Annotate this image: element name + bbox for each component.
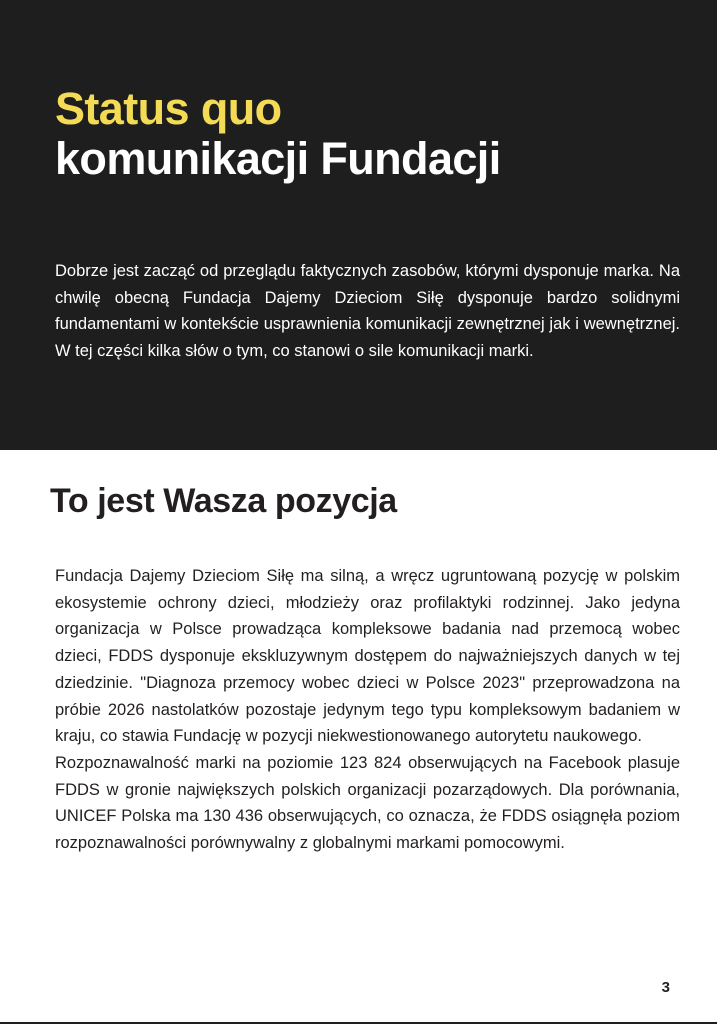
page-title-line-2: komunikacji Fundacji (55, 133, 501, 185)
content-light-section (0, 450, 717, 1024)
body-paragraph-1: Fundacja Dajemy Dzieciom Siłę ma silną, a wręcz ugruntowaną pozycję w polskim ekosystemie ochrony dzieci, młodzieży oraz profilaktyki rodzinnej. Jako jedyna organizacja w Polsce prowadząca kompleksowe badania nad przemocą wobec dzieci, FDDS dysponuje ekskluzywnym dostępem do najważniejszych danych w tej dziedzinie. "Diagnoza przemocy wobec dzieci w Polsce 2023" przeprowadzona na próbie 2026 nastolatków pozostaje jedynym tego typu kompleksowym badaniem w kraju, co stawia Fundację w pozycji niekwestionowanego autorytetu naukowego. (55, 567, 680, 746)
page-title-line-1: Status quo (55, 83, 282, 134)
body-paragraph-2: Rozpoznawalność marki na poziomie 123 824 obserwujących na Facebook plasuje FDDS w gronie największych polskich organizacji pozarządowych. Dla porównania, UNICEF Polska ma 130 436 obserwujących, co oznacza, że FDDS osiągnęła poziom rozpoznawalności porównywalny z globalnymi markami pomocowymi. (55, 754, 680, 853)
hero-dark-section (0, 0, 717, 450)
section-heading: To jest Wasza pozycja (50, 482, 397, 520)
intro-paragraph: Dobrze jest zacząć od przeglądu faktycznych zasobów, którymi dysponuje marka. Na chwilę obecną Fundacja Dajemy Dzieciom Siłę dysponuje bardzo solidnymi fundamentami w kontekście usprawnienia komunikacji zewnętrznej jak i wewnętrznej. W tej części kilka słów o tym, co stanowi o sile komunikacji marki. (55, 262, 680, 361)
body-copy (55, 563, 680, 857)
page-number: 3 (661, 979, 670, 996)
page-title (55, 84, 501, 185)
